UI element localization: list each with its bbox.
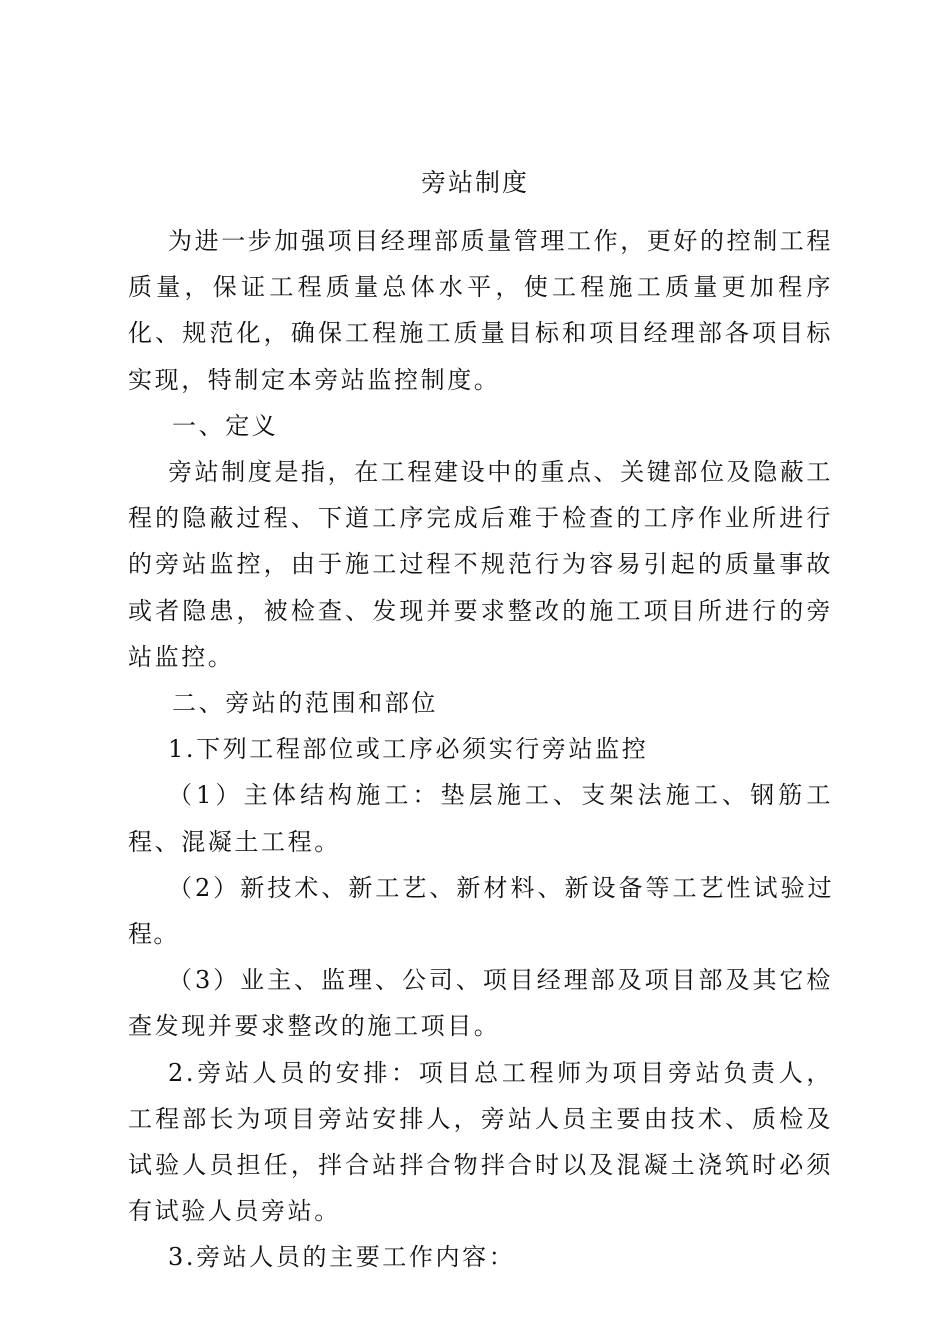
scope-subitem-2: （2）新技术、新工艺、新材料、新设备等工艺性试验过程。 xyxy=(128,873,833,949)
section-heading-definition: 一、定义 xyxy=(172,411,279,440)
intro-paragraph: 为进一步加强项目经理部质量管理工作，更好的控制工程质量，保证工程质量总体水平，使工程施工质量更加程序化、规范化，确保工程施工质量目标和项目经理部各项目标实现，特制定本旁站监控制度。 xyxy=(128,227,833,394)
definition-paragraph: 旁站制度是指，在工程建设中的重点、关键部位及隐蔽工程的隐蔽过程、下道工序完成后难于检查的工序作业所进行的旁站监控，由于施工过程不规范行为容易引起的质量事故或者隐患，被检查、发现并要求整改的施工项目所进行的旁站监控。 xyxy=(128,458,833,671)
scope-subitem-1: （1）主体结构施工：垫层施工、支架法施工、钢筋工程、混凝土工程。 xyxy=(128,781,833,856)
document-title: 旁站制度 xyxy=(420,168,529,197)
staffing-paragraph: 2.旁站人员的安排：项目总工程师为项目旁站负责人，工程部长为项目旁站安排人，旁站人员主要由技术、质检及试验人员担任，拌合站拌合物拌合时以及混凝土浇筑时必须有试验人员旁站。 xyxy=(128,1058,833,1226)
document-body xyxy=(128,218,833,1281)
duties-heading: 3.旁站人员的主要工作内容： xyxy=(168,1243,516,1272)
scope-subitem-3: （3）业主、监理、公司、项目经理部及项目部及其它检查发现并要求整改的施工项目。 xyxy=(128,966,833,1041)
section-heading-scope: 二、旁站的范围和部位 xyxy=(172,689,438,718)
scope-item-1: 1.下列工程部位或工序必须实行旁站监控 xyxy=(168,735,649,764)
